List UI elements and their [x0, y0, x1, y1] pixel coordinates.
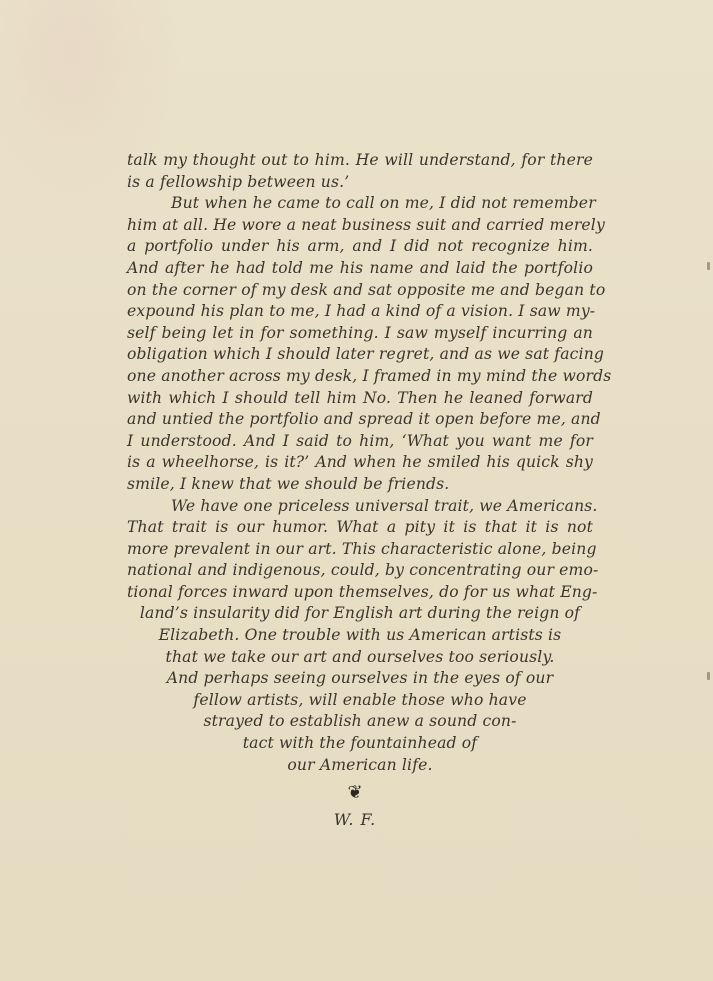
text-line: That trait is our humor. What a pity it is that it is not — [127, 518, 593, 537]
tapered-line: And perhaps seeing ourselves in the eyes of our — [166, 669, 554, 688]
text-line: talk my thought out to him. He will understand, for there — [127, 151, 593, 169]
tapered-line: strayed to establish anew a sound con- — [203, 712, 517, 731]
text-line: I understood. And I said to him, ‘What you want me for — [127, 431, 593, 450]
tapered-line: fellow artists, will enable those who have — [193, 690, 527, 709]
body-text — [127, 150, 612, 776]
signature-initials: W. F. — [333, 810, 377, 829]
paper-blemish — [707, 672, 710, 680]
text-line: obligation which I should later regret, and as we sat facing — [127, 345, 605, 364]
tapered-line: tact with the fountainhead of — [242, 734, 478, 753]
text-line: him at all. He wore a neat business suit and carried merely — [127, 215, 605, 234]
text-line: national and indigenous, could, by concentrating our emo- — [127, 561, 599, 580]
text-line: And after he had told me his name and laid the portfolio — [127, 258, 593, 277]
text-line: is a fellowship between us.’ — [127, 172, 350, 191]
text-line: on the corner of my desk and sat opposite me and began to — [127, 280, 606, 299]
text-line: more prevalent in our art. This characteristic alone, being — [127, 539, 597, 558]
tapered-line: our American life. — [287, 755, 433, 774]
text-line: a portfolio under his arm, and I did not recognize him. — [127, 237, 593, 256]
text-line: is a wheelhorse, is it?’ And when he smiled his quick shy — [127, 453, 593, 472]
text-line: smile, I knew that we should be friends. — [127, 474, 450, 493]
paragraph-start-line: But when he came to call on me, I did not remember — [171, 194, 596, 213]
fleuron-ornament-icon: ❦ — [347, 782, 363, 803]
tapered-line: land’s insularity did for English art during the reign of — [139, 604, 581, 623]
text-line: and untied the portfolio and spread it open before me, and — [127, 410, 601, 429]
paragraph-start-line: We have one priceless universal trait, we Americans. — [171, 496, 598, 515]
tapered-line: Elizabeth. One trouble with us American artists is — [158, 626, 562, 645]
text-line: self being let in for something. I saw myself incurring an — [127, 323, 593, 342]
text-line: tional forces inward upon themselves, do for us what Eng- — [127, 582, 598, 601]
text-line: with which I should tell him No. Then he leaned forward — [127, 388, 593, 407]
paper-blemish — [707, 262, 710, 270]
text-line: expound his plan to me, I had a kind of a vision. I saw my- — [127, 302, 596, 321]
tapered-line: that we take our art and ourselves too seriously. — [165, 647, 555, 666]
text-line: one another across my desk, I framed in my mind the words — [127, 366, 612, 385]
